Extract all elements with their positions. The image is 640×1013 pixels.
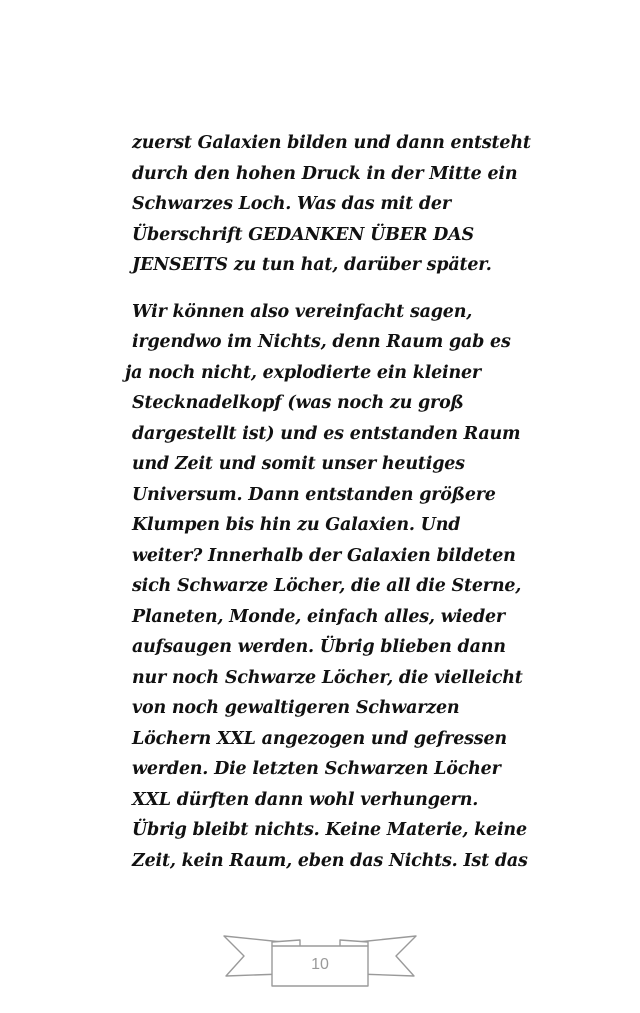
text-line: dargestellt ist) und es entstanden Raum bbox=[132, 423, 521, 444]
text-line: Klumpen bis hin zu Galaxien. Und bbox=[132, 515, 461, 535]
text-line: durch den hohen Druck in der Mitte ein bbox=[132, 163, 518, 184]
text-line: Planeten, Monde, einfach alles, wieder bbox=[132, 606, 505, 627]
text-line: und Zeit und somit unser heutiges bbox=[132, 454, 465, 474]
text-line: Universum. Dann entstanden größere bbox=[132, 484, 496, 505]
text-line: weiter? Innerhalb der Galaxien bildeten bbox=[132, 545, 516, 566]
text-line: irgendwo im Nichts, denn Raum gab es bbox=[132, 332, 511, 352]
page-number: 10 bbox=[311, 956, 329, 973]
text-line: XXL dürften dann wohl verhungern. bbox=[132, 789, 479, 810]
body-text bbox=[125, 128, 531, 876]
text-line: JENSEITS zu tun hat, darüber später. bbox=[132, 255, 492, 275]
paragraph-2 bbox=[125, 297, 528, 877]
text-line: nur noch Schwarze Löcher, die vielleicht bbox=[132, 667, 523, 688]
text-line: Übrig bleibt nichts. Keine Materie, keine bbox=[132, 820, 527, 840]
text-line: zuerst Galaxien bilden und dann entsteht bbox=[132, 133, 531, 153]
text-line: Zeit, kein Raum, eben das Nichts. Ist das bbox=[132, 850, 528, 871]
paragraph-1 bbox=[132, 128, 531, 281]
text-line: werden. Die letzten Schwarzen Löcher bbox=[132, 759, 501, 779]
text-line: Schwarzes Loch. Was das mit der bbox=[132, 194, 451, 214]
text-line: Löchern XXL angezogen und gefressen bbox=[132, 728, 507, 749]
text-line: von noch gewaltigeren Schwarzen bbox=[132, 698, 460, 718]
text-line: Stecknadelkopf (was noch zu groß bbox=[132, 393, 464, 413]
text-line: Wir können also vereinfacht sagen, bbox=[132, 301, 473, 322]
text-line: ja noch nicht, explodierte ein kleiner bbox=[125, 362, 481, 383]
text-line: Überschrift GEDANKEN ÜBER DAS bbox=[132, 224, 474, 245]
text-line: sich Schwarze Löcher, die all die Sterne, bbox=[132, 576, 522, 596]
text-line: aufsaugen werden. Übrig blieben dann bbox=[132, 637, 506, 657]
